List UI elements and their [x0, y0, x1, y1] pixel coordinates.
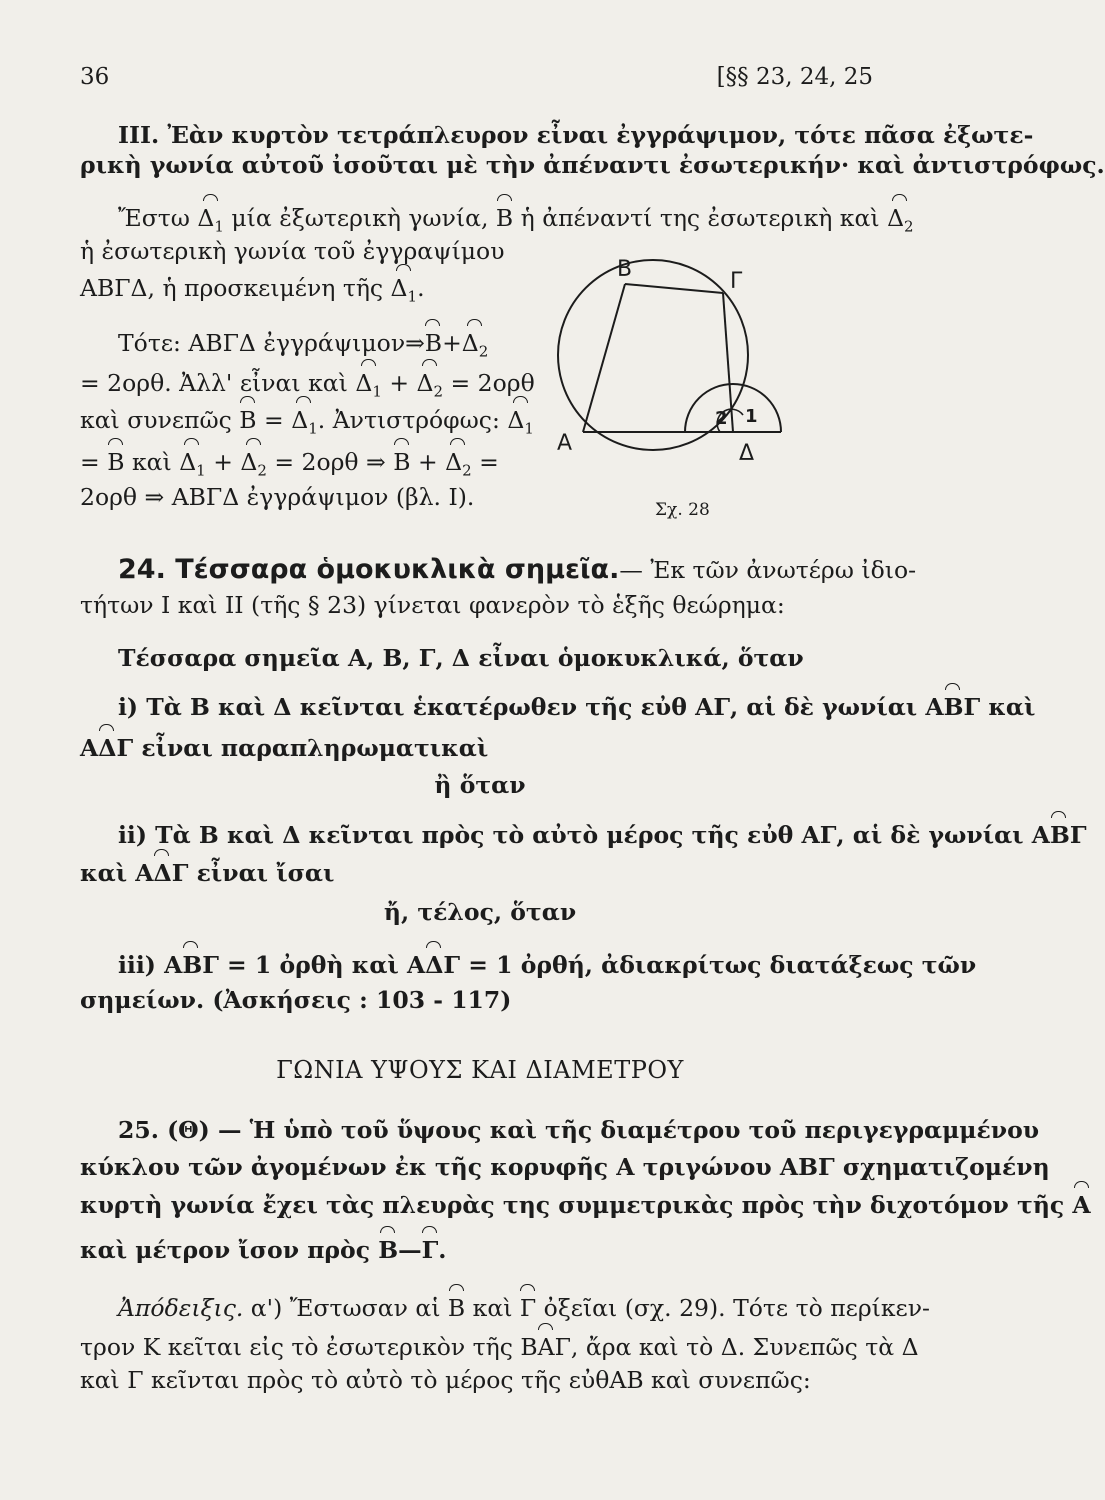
angle-hat: ΑΒΓ: [925, 693, 981, 721]
angle-hat: $\Delta_2$: [417, 368, 444, 407]
angle-hat: Γ: [519, 1294, 537, 1322]
angle-hat: Β: [239, 406, 257, 434]
angle-hat: $\Delta_2$: [240, 447, 267, 486]
proof-line-8: 2ορθ ⇒ ΑΒΓΔ ἐγγράψιμον (βλ. Ι).: [80, 483, 475, 511]
proof-25-line-2: τρον Κ κεῖται εἰς τὸ ἐσωτερικὸν τῆς ΒΑΓ, ἄρα καὶ τὸ Δ. Συνεπῶς τὰ Δ: [80, 1333, 919, 1361]
proof-line-4: Τότε: ΑΒΓΔ $ἐ\gamma\gamma\rho ά\psi\iota\mu o\nu\Rightarrow B+\Delta_2$: [118, 328, 918, 367]
angle-hat: ΑΔΓ: [135, 859, 189, 887]
theorem-25-line-4: καὶ μέτρον ἴσον πρὸς Β—Γ.: [80, 1236, 447, 1264]
angle-hat: $\Delta_1$: [355, 368, 382, 407]
proof-25-line-1: Ἀπόδειξις. α') Ἔστωσαν αἱ Β καὶ Γ ὀξεῖαι (σχ. 29). Τότε τὸ περίκεν-: [118, 1294, 930, 1322]
label-g: Γ: [730, 269, 743, 294]
angle-hat: Β: [393, 448, 411, 476]
section-24-statement: Τέσσαρα σημεῖα Α, Β, Γ, Δ εἶναι ὁμοκυκλικά, ὅταν: [118, 644, 804, 672]
angle-hat: $\Delta_1$: [507, 405, 534, 444]
angle-hat: ΑΒΓ: [164, 951, 219, 979]
angle-hat: $\Delta_2$: [445, 447, 472, 486]
section-24-intro: 24. Τέσσαρα ὁμοκυκλικὰ σημεῖα.— Ἐκ τῶν ἀνωτέρω ἰδιο-: [118, 554, 917, 585]
angle-hat: $\Delta_2$: [887, 203, 914, 242]
case-i-line-1: i) Τὰ Β καὶ Δ κεῖνται ἑκατέρωθεν τῆς εὐθ ΑΓ, αἱ δὲ γωνίαι ΑΒΓ καὶ: [118, 693, 1036, 721]
figure-caption: Σχ. 28: [655, 500, 710, 520]
case-ii-line-2: καὶ ΑΔΓ εἶναι ἴσαι: [80, 859, 335, 887]
case-iii-line-2: σημείων. (Ἀσκήσεις : 103 - 117): [80, 986, 512, 1014]
side-bg: [625, 284, 723, 293]
angle-hat: $\Delta_1$: [179, 447, 206, 486]
angle-hat: ΑΔΓ: [80, 734, 134, 762]
case-ii-line-1: ii) Τὰ Β καὶ Δ κεῖνται πρὸς τὸ αὐτὸ μέρος τῆς εὐθ ΑΓ, αἱ δὲ γωνίαι ΑΒΓ: [118, 821, 1087, 849]
page-number: 36: [80, 64, 110, 90]
angle-hat: Β: [424, 329, 443, 357]
angle-hat: Α: [1072, 1191, 1091, 1219]
proof-line-6: καὶ συνεπῶς $B = \Delta_1$. Ἀντιστρόφως: $\Delta_1$: [80, 405, 880, 444]
angle-hat: $\Delta_1$: [391, 273, 418, 312]
case-iii-line-1: iii) ΑΒΓ = 1 ὀρθὴ καὶ ΑΔΓ = 1 ὀρθή, ἀδιακρίτως διατάξεως τῶν: [118, 951, 977, 979]
label-a: Α: [557, 431, 573, 456]
angle-hat: Γ: [421, 1236, 439, 1264]
angle-hat: ΑΒΓ: [1031, 821, 1087, 849]
section-reference: [§§ 23, 24, 25: [716, 64, 873, 90]
angle-hat: Β: [447, 1294, 466, 1322]
label-b: Β: [617, 257, 633, 282]
angle-hat: ΒΑΓ: [520, 1333, 571, 1361]
proof-line-5: = 2ορθ. Ἀλλ' εἶναι καὶ $\Delta_1 + \Delta_2 = 2o\rho\theta$: [80, 368, 880, 407]
or-line-1: ἢ ὅταν: [434, 771, 526, 799]
theorem-iii-line-2: ρικὴ γωνία αὐτοῦ ἰσοῦται μὲ τὴν ἀπέναντι ἐσωτερικήν· καὶ ἀντιστρόφως.: [80, 151, 1105, 179]
or-line-2: ἤ, τέλος, ὅταν: [383, 898, 577, 926]
angle-label-2: 2: [715, 408, 728, 429]
angle-hat: $\Delta_1$: [291, 405, 318, 444]
section-24-heading: 24. Τέσσαρα ὁμοκυκλικὰ σημεῖα.: [118, 554, 620, 585]
section-24-intro-line-2: τήτων Ι καὶ ΙΙ (τῆς § 23) γίνεται φανερὸν τὸ ἑξῆς θεώρημα:: [80, 591, 785, 619]
proof-line-2: ἡ ἐσωτερικὴ γωνία τοῦ ἐγγραψίμου: [80, 237, 505, 265]
proof-line-7: = Β καὶ $\Delta_1 + \Delta_2 = 2o\rho\theta$ ⇒ $B + \Delta_2$ =: [80, 447, 880, 486]
side-ab: [583, 284, 625, 432]
proof-25-line-3: καὶ Γ κεῖνται πρὸς τὸ αὐτὸ τὸ μέρος τῆς εὐθΑΒ καὶ συνεπῶς:: [80, 1366, 811, 1394]
theorem-25-line-2: κύκλου τῶν ἀγομένων ἐκ τῆς κορυφῆς Α τριγώνου ΑΒΓ σχηματιζομένη: [80, 1153, 1050, 1181]
theorem-25-line-3: κυρτὴ γωνία ἔχει τὰς πλευρὰς της συμμετρικὰς πρὸς τὴν διχοτόμον τῆς Α: [80, 1191, 1091, 1219]
title-heading: ΓΩΝΙΑ ΥΨΟΥΣ ΚΑΙ ΔΙΑΜΕΤΡΟΥ: [276, 1056, 684, 1084]
figure-28: [555, 250, 790, 530]
angle-label-1: 1: [745, 406, 758, 427]
proof-line-3: ΑΒΓΔ, ἡ προσκειμένη τῆς $\Delta_1$.: [80, 273, 880, 312]
angle-hat: ΑΔΓ: [406, 951, 461, 979]
angle-hat: $\Delta_1$: [197, 203, 224, 242]
angle-hat: $\Delta_2$: [462, 328, 489, 367]
angle-hat: Β: [495, 204, 514, 232]
case-i-line-2: ΑΔΓ εἶναι παραπληρωματικαὶ: [80, 734, 489, 762]
label-d: Δ: [739, 441, 755, 466]
proof-line-1: Ἔστω $\Delta_1$ μία ἐξωτερικὴ γωνία, Β ἡ ἀπέναντί της ἐσωτερικὴ καὶ $\Delta_2$: [118, 203, 880, 242]
angle-hat: Β: [378, 1236, 399, 1264]
angle-hat: Β: [107, 448, 125, 476]
theorem-25-line-1: 25. (Θ) — Ἡ ὑπὸ τοῦ ὕψους καὶ τῆς διαμέτρου τοῦ περιγεγραμμένου: [118, 1116, 1040, 1144]
theorem-iii-line-1: ΙΙΙ. Ἐὰν κυρτὸν τετράπλευρον εἶναι ἐγγράψιμον, τότε πᾶσα ἐξωτε-: [118, 121, 1034, 149]
